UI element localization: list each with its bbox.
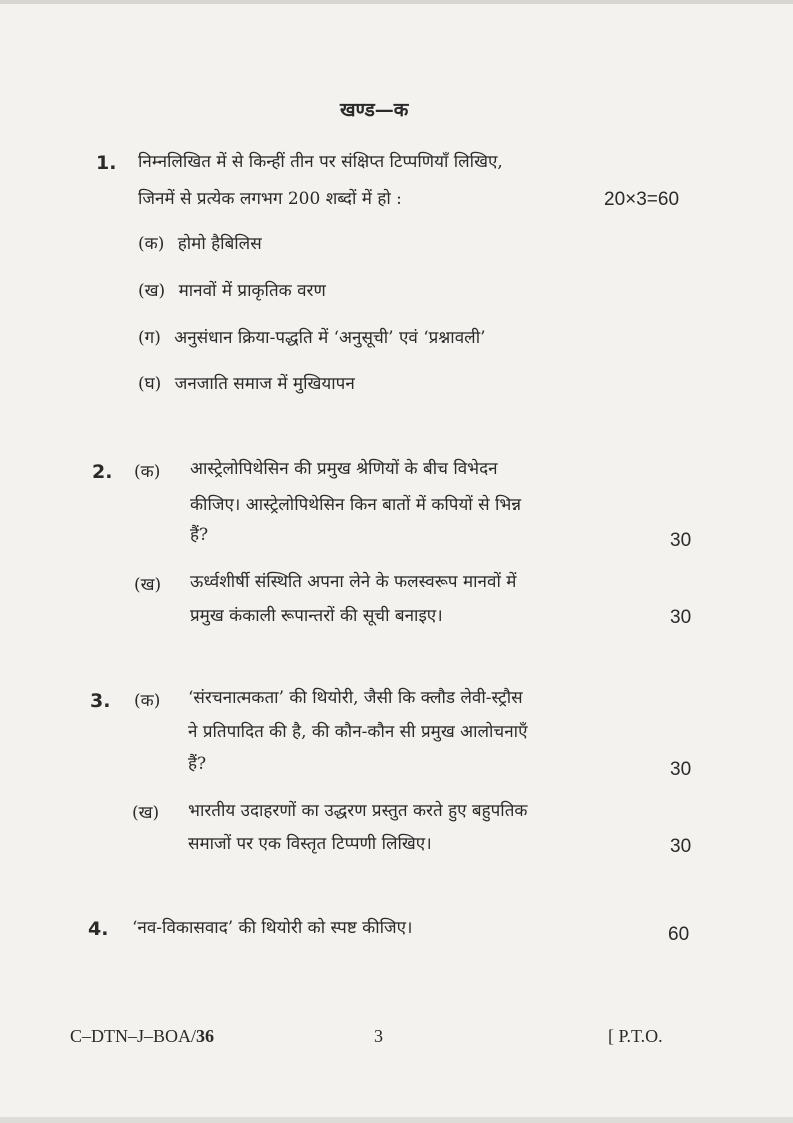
paper-code-number: 36 <box>196 1026 215 1046</box>
question-3b-marks: 30 <box>670 836 692 857</box>
question-2a-marks: 30 <box>670 530 692 551</box>
question-1-part-ga <box>138 322 486 354</box>
question-4-number: 4. <box>88 918 109 940</box>
part-text: होमो हैबिलिस <box>177 234 262 254</box>
question-3-number: 3. <box>90 690 111 712</box>
page-number: 3 <box>374 1026 383 1046</box>
part-label: (घ) <box>138 374 162 394</box>
question-3a-line-1: ‘संरचनात्मकता’ की थियोरी, जैसी कि क्लौड लेवी-स्ट्रौस <box>188 688 523 708</box>
paper-code-prefix: C–DTN–J–BOA/ <box>70 1026 197 1046</box>
question-1-number: 1. <box>96 152 117 174</box>
question-1-part-gha <box>138 368 355 400</box>
question-3b-line-2: समाजों पर एक विस्तृत टिप्पणी लिखिए। <box>188 834 432 854</box>
question-1-marks: 20×3=60 <box>604 189 680 210</box>
question-2a-line-3: हैं? <box>190 525 209 545</box>
question-4-marks: 60 <box>668 924 690 945</box>
question-4-text: ‘नव-विकासवाद’ की थियोरी को स्पष्ट कीजिए। <box>132 918 413 938</box>
question-3a-line-3: हैं? <box>188 754 207 774</box>
paper-code <box>70 1026 214 1047</box>
question-1-line-2: जिनमें से प्रत्येक लगभग 200 शब्दों में हो : <box>138 189 402 209</box>
question-1-line-1: निम्नलिखित में से किन्हीं तीन पर संक्षिप्त टिप्पणियाँ लिखिए, <box>138 152 503 172</box>
question-2a-line-1: आस्ट्रेलोपिथेसिन की प्रमुख श्रेणियों के बीच विभेदन <box>190 459 498 479</box>
question-3a-label: (क) <box>134 691 161 711</box>
scan-edge-bottom <box>0 1117 793 1123</box>
part-text: जनजाति समाज में मुखियापन <box>174 374 355 394</box>
question-2b-marks: 30 <box>670 607 692 628</box>
part-text: मानवों में प्राकृतिक वरण <box>178 281 326 301</box>
question-2a-label: (क) <box>134 462 161 482</box>
question-3b-line-1: भारतीय उदाहरणों का उद्धरण प्रस्तुत करते हुए बहुपतिक <box>188 801 528 821</box>
part-label: (क) <box>138 234 165 254</box>
part-text: अनुसंधान क्रिया-पद्धति में ‘अनुसूची’ एवं ‘प्रश्नावली’ <box>174 328 486 348</box>
question-2a-line-2: कीजिए। आस्ट्रेलोपिथेसिन किन बातों में कपियों से भिन्न <box>190 495 522 515</box>
question-2-number: 2. <box>92 461 113 483</box>
question-1-part-kha <box>138 275 326 307</box>
question-3b-label: (ख) <box>132 803 160 823</box>
part-label: (ग) <box>138 328 161 348</box>
question-3a-line-2: ने प्रतिपादित की है, की कौन-कौन सी प्रमुख आलोचनाएँ <box>188 722 528 742</box>
question-3a-marks: 30 <box>670 759 692 780</box>
pto-marker: [ P.T.O. <box>608 1026 663 1046</box>
question-2b-label: (ख) <box>134 575 162 595</box>
question-2b-line-2: प्रमुख कंकाली रूपान्तरों की सूची बनाइए। <box>190 606 443 626</box>
question-2b-line-1: ऊर्ध्वशीर्षी संस्थिति अपना लेने के फलस्वरूप मानवों में <box>190 572 517 592</box>
scan-edge-top <box>0 0 793 4</box>
part-label: (ख) <box>138 281 166 301</box>
question-1-part-ka <box>138 228 262 260</box>
section-title: खण्ड—क <box>340 99 409 121</box>
